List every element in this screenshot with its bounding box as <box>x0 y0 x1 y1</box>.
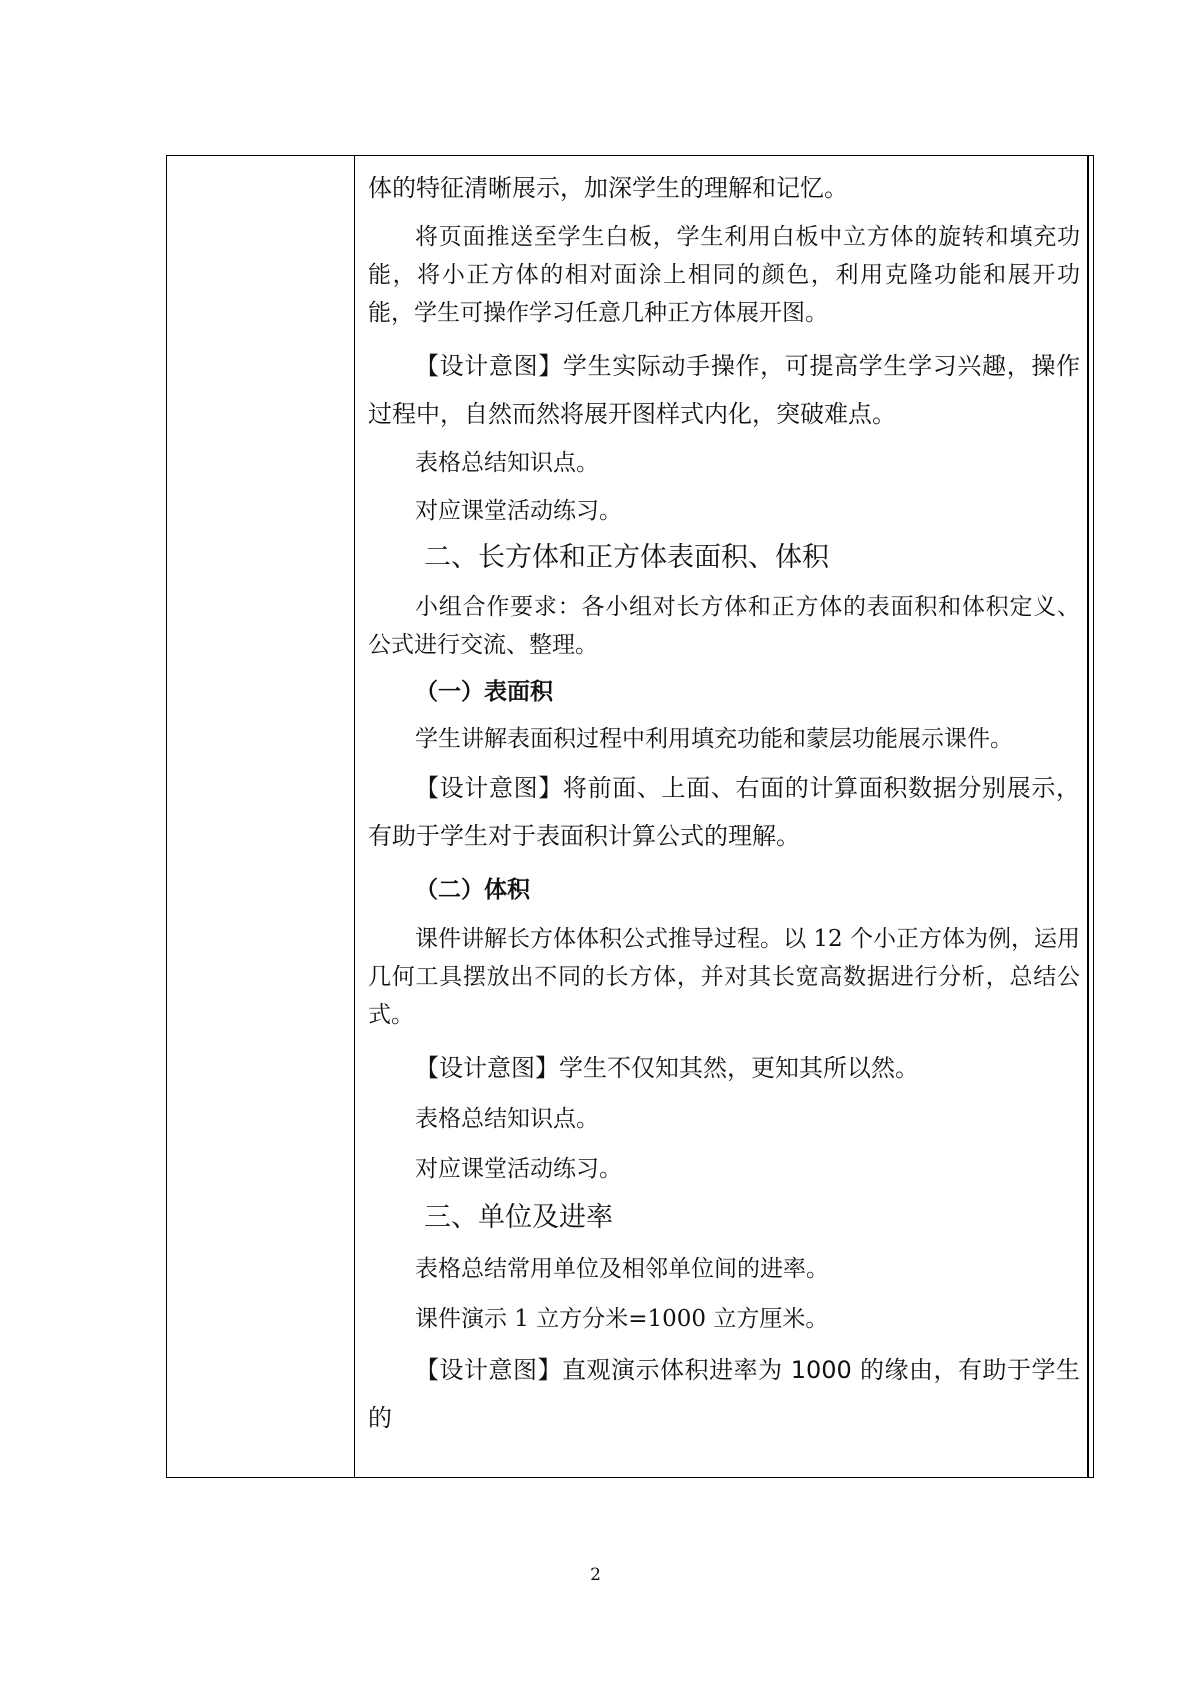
paragraph: 课件讲解长方体体积公式推导过程。以 12 个小正方体为例，运用几何工具摆放出不同的长方体，并对其长宽高数据进行分析，总结公式。 <box>368 926 1080 1028</box>
paragraph: 对应课堂活动练习。 <box>415 1156 622 1182</box>
table-column-divider <box>354 155 355 1478</box>
design-intent-paragraph: 【设计意图】将前面、上面、右面的计算面积数据分别展示，有助于学生对于表面积计算公式的理解。 <box>368 774 1080 850</box>
design-intent-paragraph: 【设计意图】学生实际动手操作，可提高学生学习兴趣，操作过程中，自然而然将展开图样式内化，突破难点。 <box>368 352 1080 428</box>
paragraph: 课件演示 1 立方分米=1000 立方厘米。 <box>415 1306 829 1332</box>
paragraph: 对应课堂活动练习。 <box>415 498 622 524</box>
subsection-heading: （一）表面积 <box>415 679 553 705</box>
content-cell <box>368 155 1080 1442</box>
design-intent-paragraph: 【设计意图】学生不仅知其然，更知其所以然。 <box>415 1054 919 1082</box>
subsection-heading: （二）体积 <box>415 877 530 903</box>
design-intent-paragraph: 【设计意图】直观演示体积进率为 1000 的缘由，有助于学生的 <box>368 1356 1080 1432</box>
paragraph: 小组合作要求：各小组对长方体和正方体的表面积和体积定义、公式进行交流、整理。 <box>368 594 1080 658</box>
paragraph: 学生讲解表面积过程中利用填充功能和蒙层功能展示课件。 <box>415 726 1013 752</box>
section-heading: 二、长方体和正方体表面积、体积 <box>424 542 829 573</box>
paragraph: 表格总结知识点。 <box>415 1106 599 1132</box>
paragraph: 表格总结知识点。 <box>415 450 599 476</box>
section-heading: 三、单位及进率 <box>424 1202 613 1233</box>
paragraph: 体的特征清晰展示，加深学生的理解和记忆。 <box>368 174 848 202</box>
paragraph: 表格总结常用单位及相邻单位间的进率。 <box>415 1256 829 1282</box>
table-right-border <box>1087 155 1089 1478</box>
page-number: 2 <box>590 1565 601 1585</box>
paragraph: 将页面推送至学生白板，学生利用白板中立方体的旋转和填充功能，将小正方体的相对面涂上相同的颜色，利用克隆功能和展开功能，学生可操作学习任意几种正方体展开图。 <box>368 224 1080 326</box>
